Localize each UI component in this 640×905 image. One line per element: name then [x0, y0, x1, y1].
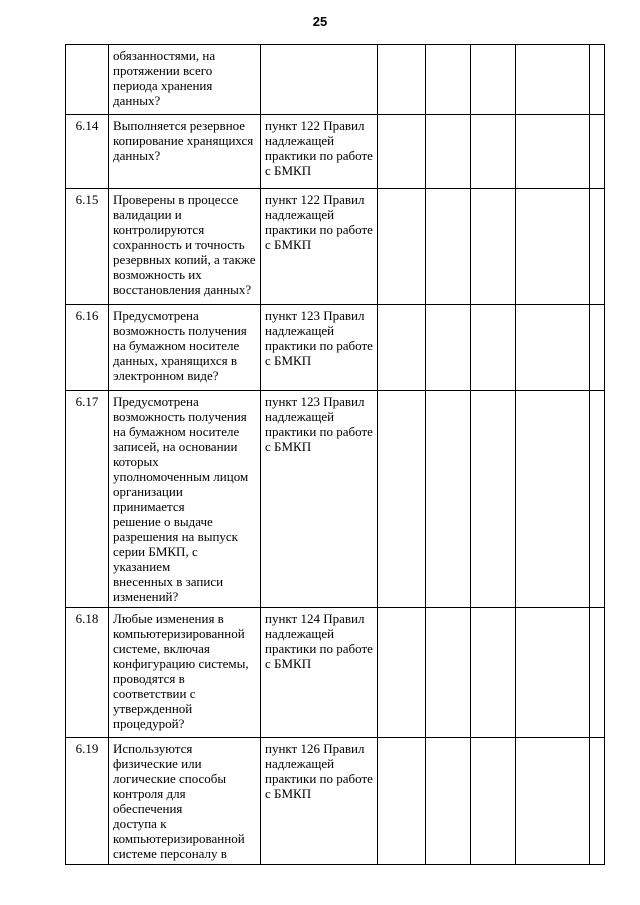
table-row [66, 391, 605, 608]
row-question: Предусмотрена возможность получения на бумажном носителе данных, хранящихся в электронном виде? [109, 305, 261, 391]
row-number: 6.16 [66, 305, 109, 391]
empty-cell [471, 115, 516, 189]
row-reference: пункт 126 Правил надлежащей практики по работе с БМКП [261, 738, 378, 865]
row-number [66, 45, 109, 115]
empty-cell [378, 189, 426, 305]
row-reference: пункт 124 Правил надлежащей практики по работе с БМКП [261, 608, 378, 738]
empty-cell [471, 189, 516, 305]
row-question: Предусмотрена возможность получения на бумажном носителе записей, на основании которых уполномоченным лицом организации принимается решение о выдаче разрешения на выпуск серии БМКП, с указанием внесенных в записи изменений? [109, 391, 261, 608]
empty-cell [590, 391, 605, 608]
row-number: 6.14 [66, 115, 109, 189]
row-reference: пункт 123 Правил надлежащей практики по работе с БМКП [261, 305, 378, 391]
empty-cell [426, 305, 471, 391]
empty-cell [426, 608, 471, 738]
row-reference: пункт 123 Правил надлежащей практики по работе с БМКП [261, 391, 378, 608]
empty-cell [516, 305, 590, 391]
empty-cell [378, 305, 426, 391]
empty-cell [471, 608, 516, 738]
empty-cell [426, 391, 471, 608]
empty-cell [471, 738, 516, 865]
empty-cell [590, 45, 605, 115]
row-number: 6.18 [66, 608, 109, 738]
empty-cell [378, 391, 426, 608]
row-reference: пункт 122 Правил надлежащей практики по работе с БМКП [261, 115, 378, 189]
empty-cell [590, 189, 605, 305]
empty-cell [426, 45, 471, 115]
row-question: Используются физические или логические способы контроля для обеспечения доступа к компьютеризированной системе персоналу в [109, 738, 261, 865]
empty-cell [516, 391, 590, 608]
page-number: 25 [312, 14, 328, 29]
table-row [66, 738, 605, 865]
empty-cell [516, 189, 590, 305]
empty-cell [378, 45, 426, 115]
empty-cell [471, 305, 516, 391]
empty-cell [516, 45, 590, 115]
table-row [66, 305, 605, 391]
row-question: Любые изменения в компьютеризированной системе, включая конфигурацию системы, проводятся в соответствии с утвержденной процедурой? [109, 608, 261, 738]
table-row [66, 45, 605, 115]
empty-cell [378, 738, 426, 865]
empty-cell [471, 391, 516, 608]
row-reference [261, 45, 378, 115]
empty-cell [516, 608, 590, 738]
empty-cell [471, 45, 516, 115]
table-row [66, 115, 605, 189]
row-number: 6.15 [66, 189, 109, 305]
empty-cell [378, 115, 426, 189]
empty-cell [516, 115, 590, 189]
checklist-table [65, 44, 605, 865]
empty-cell [426, 189, 471, 305]
empty-cell [378, 608, 426, 738]
empty-cell [590, 608, 605, 738]
row-number: 6.19 [66, 738, 109, 865]
empty-cell [426, 115, 471, 189]
row-reference: пункт 122 Правил надлежащей практики по работе с БМКП [261, 189, 378, 305]
row-question: обязанностями, на протяжении всего периода хранения данных? [109, 45, 261, 115]
table-row [66, 608, 605, 738]
row-question: Проверены в процессе валидации и контролируются сохранность и точность резервных копий, а также возможность их восстановления данных? [109, 189, 261, 305]
empty-cell [590, 305, 605, 391]
row-question: Выполняется резервное копирование хранящихся данных? [109, 115, 261, 189]
empty-cell [590, 738, 605, 865]
table-row [66, 189, 605, 305]
empty-cell [590, 115, 605, 189]
row-number: 6.17 [66, 391, 109, 608]
empty-cell [516, 738, 590, 865]
empty-cell [426, 738, 471, 865]
